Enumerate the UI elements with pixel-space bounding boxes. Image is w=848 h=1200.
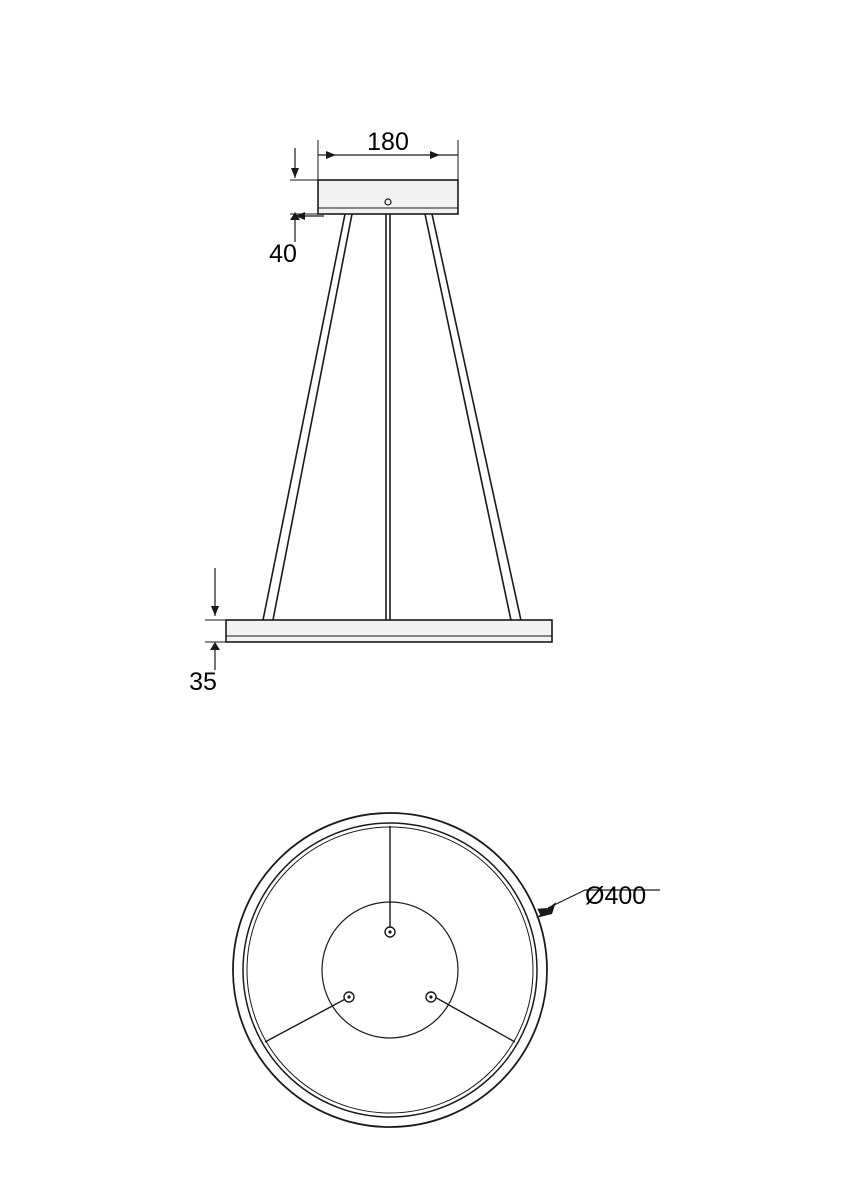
dimension-label-ring-diameter: Ø400 (585, 882, 647, 910)
plan-cable-top (385, 826, 395, 937)
ring-profile (226, 620, 552, 642)
front-elevation-view (189, 128, 552, 696)
dimension-label-canopy-height: 40 (269, 240, 297, 268)
bottom-plan-view (233, 813, 660, 1127)
suspension-cable-center (386, 214, 390, 625)
dimension-canopy-height (269, 148, 324, 268)
dimension-label-ring-thickness: 35 (189, 668, 217, 696)
dimension-label-canopy-width: 180 (367, 128, 409, 156)
dimension-canopy-width (318, 128, 458, 180)
ceiling-canopy (318, 180, 458, 214)
suspension-cable-right (425, 214, 522, 625)
dimension-ring-diameter (536, 882, 660, 918)
suspension-cable-left (262, 214, 352, 625)
